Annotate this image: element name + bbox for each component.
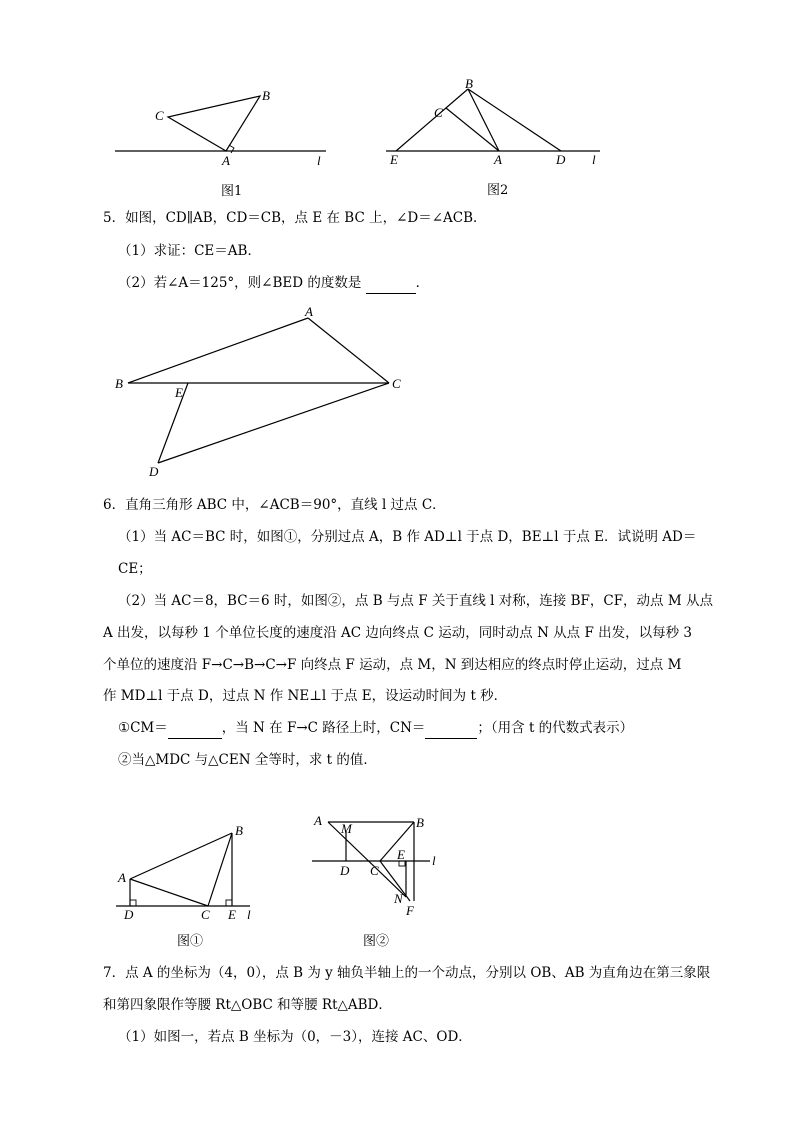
- q6-part1-line2: CE；: [118, 561, 152, 577]
- q7-stem-line1: 7．点 A 的坐标为（4，0），点 B 为 y 轴负半轴上的一个动点，分别以 OB、AB 为直角边在第三象限: [103, 965, 711, 981]
- label-A: A: [314, 813, 322, 828]
- label-B: B: [235, 823, 243, 838]
- right-angle-mark: [229, 145, 234, 153]
- right-angle-mark-D: [130, 900, 136, 906]
- q6-part2-line1: （2）当 AC＝8，BC＝6 时，如图②，点 B 与点 F 关于直线 l 对称，连接 BF，CF，动点 M 从点: [118, 593, 713, 609]
- q6-sub1-cn: ，当 N 在 F→C 路径上时，CN＝: [221, 720, 426, 736]
- label-D: D: [149, 464, 159, 479]
- label-C: C: [392, 376, 401, 391]
- segment-AC: [130, 879, 208, 906]
- q6-stem: 6．直角三角形 ABC 中，∠ACB＝90°，直线 l 过点 C．: [103, 497, 446, 513]
- segment-EB: [396, 89, 468, 151]
- label-B: B: [115, 376, 123, 391]
- label-E: E: [175, 385, 183, 400]
- q5-stem: 5．如图，CD∥AB，CD＝CB，点 E 在 BC 上，∠D＝∠ACB．: [103, 210, 487, 226]
- q5-part2: [118, 273, 429, 294]
- segment-CB: [208, 833, 232, 906]
- label-B: B: [262, 88, 270, 103]
- label-E: E: [390, 152, 398, 167]
- q5-answer-blank[interactable]: [366, 273, 416, 294]
- label-l: l: [432, 853, 436, 868]
- figure-2-caption: 图2: [487, 183, 509, 198]
- q6-part2-line3: 个单位的速度沿 F→C→B→C→F 向终点 F 运动，点 M，N 到达相应的终点时停止运动，过点 M: [103, 657, 682, 673]
- q6-sub2: ②当△MDC 与△CEN 全等时，求 t 的值．: [118, 752, 377, 768]
- q6-part2-line4: 作 MD⊥l 于点 D，过点 N 作 NE⊥l 于点 E，设运动时间为 t 秒．: [103, 688, 508, 704]
- figure-q5-diagram: [108, 300, 408, 480]
- label-C: C: [434, 105, 443, 120]
- q7-part1: （1）如图一，若点 B 坐标为（0，－3），连接 AC、OD．: [118, 1029, 472, 1045]
- segment-BA: [128, 318, 308, 383]
- right-angle-mark-E: [226, 900, 232, 906]
- label-D: D: [124, 907, 134, 922]
- label-A: A: [222, 153, 230, 168]
- segment-DE: [158, 383, 188, 463]
- label-l: l: [317, 153, 321, 168]
- label-D: D: [340, 863, 350, 878]
- label-l: l: [247, 907, 251, 922]
- label-C: C: [370, 863, 379, 878]
- q7-stem-line2: 和第四象限作等腰 Rt△OBC 和等腰 Rt△ABD．: [103, 997, 392, 1013]
- figure-q6-1-diagram: [110, 820, 270, 930]
- figure-2: [380, 75, 615, 170]
- label-C: C: [155, 108, 164, 123]
- label-B: B: [416, 815, 424, 830]
- q6-sub1-note: ；（用含 t 的代数式表示）: [477, 720, 634, 736]
- figure-q6-1-caption: 图①: [177, 934, 204, 949]
- figure-q5: [108, 300, 408, 480]
- label-A: A: [305, 304, 313, 319]
- segment-AB: [130, 833, 232, 879]
- segment-CA: [446, 108, 499, 151]
- segment-BD: [468, 89, 561, 151]
- figure-q6-1: [110, 820, 270, 930]
- q6-part1-line1: （1）当 AC＝BC 时，如图①，分别过点 A，B 作 AD⊥l 于点 D，BE⊥l 于点 E．试说明 AD＝: [118, 529, 697, 545]
- figure-1-diagram: [110, 85, 340, 170]
- q5-part1: （1）求证：CE＝AB．: [118, 243, 261, 259]
- cn-answer-blank[interactable]: [425, 718, 477, 739]
- label-F: F: [406, 903, 414, 918]
- label-N: N: [394, 891, 403, 906]
- segment-AC: [308, 318, 389, 383]
- cm-answer-blank[interactable]: [168, 718, 222, 739]
- figure-2-diagram: [380, 75, 615, 170]
- segment-AC-extended: [328, 822, 406, 897]
- label-A: A: [118, 870, 126, 885]
- segment-BA: [468, 89, 499, 151]
- q6-sub1-cm: ①CM＝: [118, 720, 168, 736]
- q5-part2-end: ．: [415, 275, 430, 291]
- figure-q6-2-diagram: [305, 808, 445, 923]
- label-l: l: [592, 152, 596, 167]
- label-M: M: [341, 821, 352, 836]
- figure-q6-2-caption: 图②: [363, 934, 390, 949]
- label-A: A: [494, 152, 502, 167]
- label-C: C: [201, 907, 210, 922]
- q5-part2-text: （2）若∠A＝125°，则∠BED 的度数是: [118, 275, 362, 291]
- q6-sub1: [118, 718, 633, 739]
- figure-1: [110, 85, 340, 170]
- label-E: E: [397, 847, 405, 862]
- label-E: E: [228, 907, 236, 922]
- triangle-abc: [168, 96, 260, 151]
- label-D: D: [556, 152, 566, 167]
- label-B: B: [465, 76, 473, 91]
- figure-1-caption: 图1: [221, 184, 243, 199]
- segment-CD: [158, 383, 389, 463]
- figure-q6-2: [305, 808, 445, 923]
- q6-part2-line2: A 出发，以每秒 1 个单位长度的速度沿 AC 边向终点 C 运动，同时动点 N 从点 F 出发，以每秒 3: [103, 625, 693, 641]
